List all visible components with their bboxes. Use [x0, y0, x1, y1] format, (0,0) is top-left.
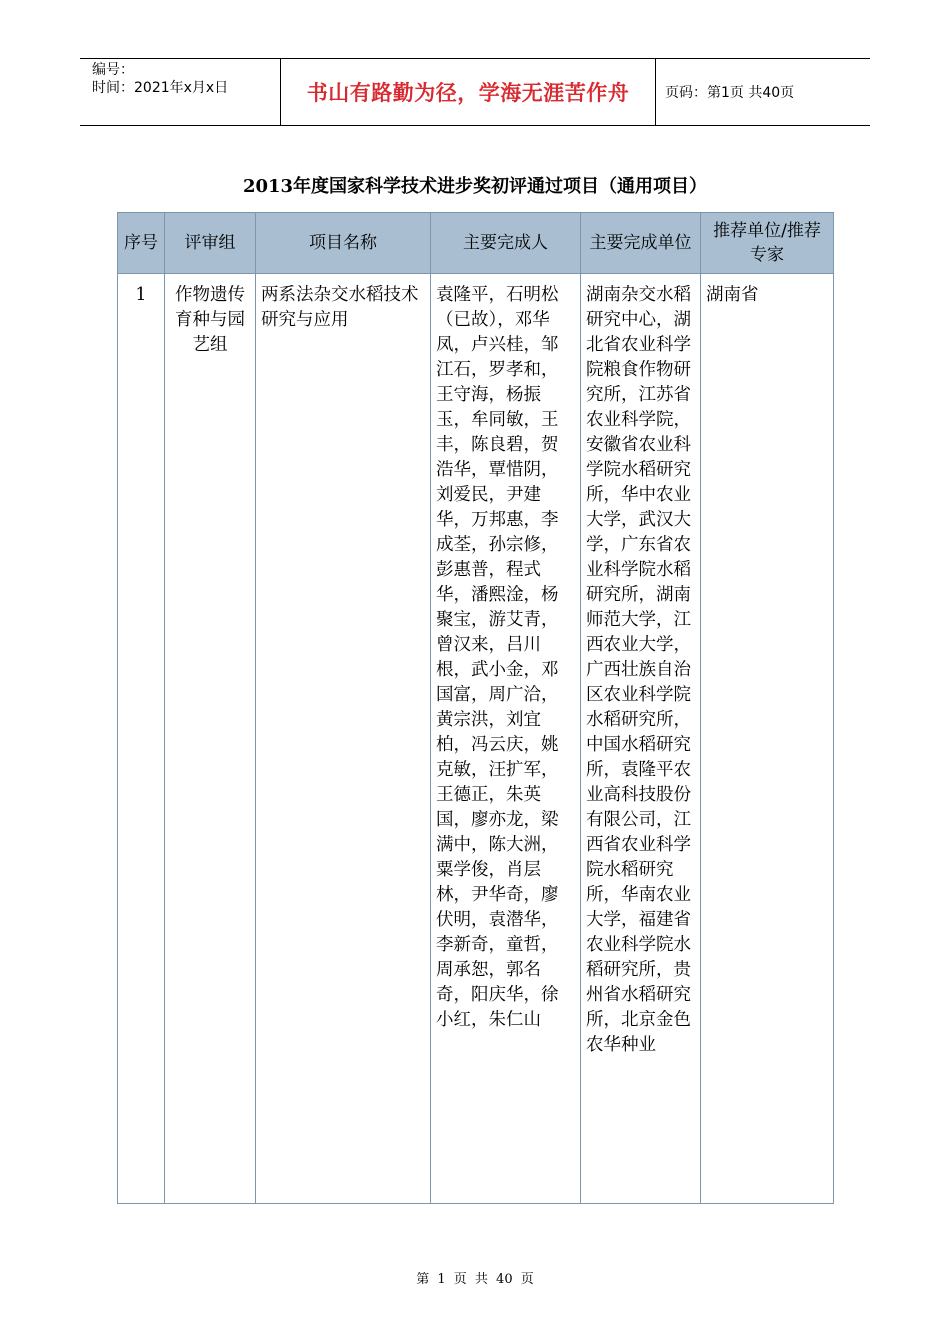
header-divider [655, 59, 656, 125]
page-header [80, 58, 870, 126]
column-header: 推荐单位/推荐专家 [701, 213, 834, 274]
column-header: 主要完成人 [431, 213, 581, 274]
column-header: 主要完成单位 [581, 213, 701, 274]
header-page-info: 页码：第1页 共40页 [665, 85, 795, 101]
cell-recommender: 湖南省 [701, 274, 834, 1204]
table-row [118, 274, 834, 1204]
header-meta [92, 61, 228, 97]
table-header-row [118, 213, 834, 274]
page-footer: 第 1 页 共 40 页 [416, 1272, 534, 1287]
number-label: 编号： [92, 62, 134, 78]
header-motto: 书山有路勤为径，学海无涯苦作舟 [306, 81, 630, 105]
projects-table [117, 212, 834, 1204]
column-header: 项目名称 [256, 213, 431, 274]
cell-no: 1 [118, 274, 165, 1204]
cell-project: 两系法杂交水稻技术研究与应用 [256, 274, 431, 1204]
document-title: 2013年度国家科学技术进步奖初评通过项目（通用项目） [242, 176, 708, 197]
time-label: 时间：2021年x月x日 [92, 80, 229, 96]
column-header: 评审组 [165, 213, 256, 274]
column-header: 序号 [118, 213, 165, 274]
cell-group: 作物遗传育种与园艺组 [165, 274, 256, 1204]
header-divider [280, 59, 281, 125]
cell-people: 袁隆平，石明松（已故），邓华凤，卢兴桂，邹江石，罗孝和，王守海，杨振玉，牟同敏，王丰，陈良碧，贺浩华，覃惜阴，刘爱民，尹建华，万邦惠，李成荃，孙宗修，彭惠普，程式华，潘熙淦，杨聚宝，游艾青，曾汉来，吕川根，武小金，邓国富，周广洽，黄宗洪，刘宜柏，冯云庆，姚克敏，汪扩军，王德正，朱英国，廖亦龙，梁满中，陈大洲，粟学俊，肖层林，尹华奇，廖伏明，袁潜华，李新奇，童哲，周承恕，郭名奇，阳庆华，徐小红，朱仁山 [431, 274, 581, 1204]
cell-units: 湖南杂交水稻研究中心，湖北省农业科学院粮食作物研究所，江苏省农业科学院，安徽省农业科学院水稻研究所，华中农业大学，武汉大学，广东省农业科学院水稻研究所，湖南师范大学，江西农业大学，广西壮族自治区农业科学院水稻研究所，中国水稻研究所，袁隆平农业高科技股份有限公司，江西省农业科学院水稻研究所，华南农业大学，福建省农业科学院水稻研究所，贵州省水稻研究所，北京金色农华种业 [581, 274, 701, 1204]
